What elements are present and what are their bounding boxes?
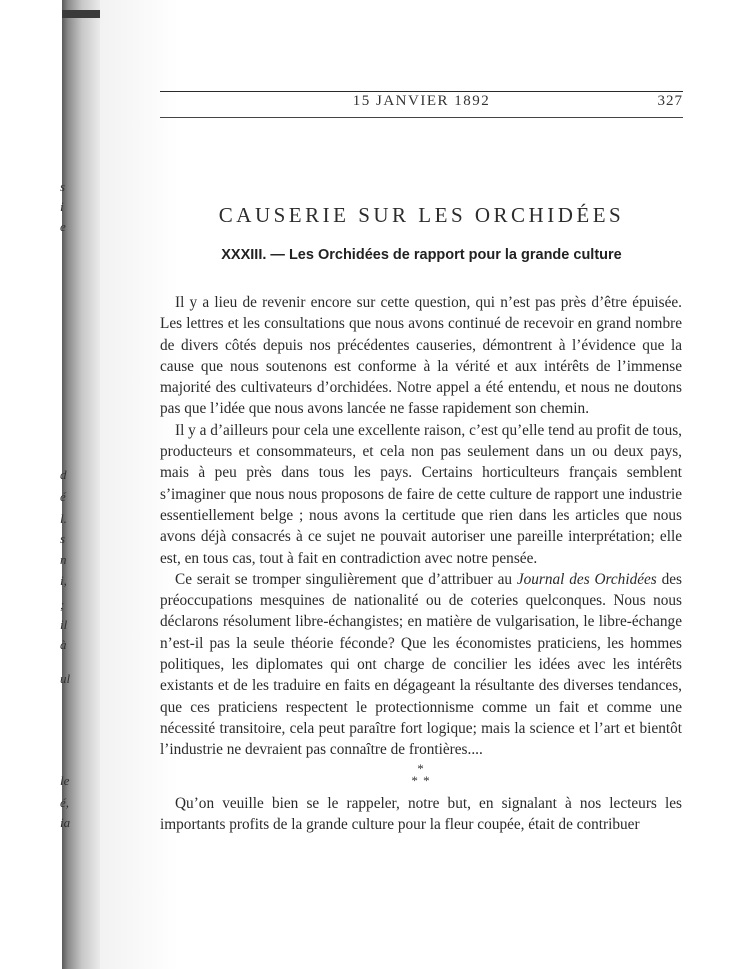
fragment: n — [60, 552, 67, 567]
fragment: à — [60, 637, 67, 652]
paragraph-text: Ce serait se tromper singulièrement que d’attribuer au — [175, 570, 517, 588]
fragment: e — [60, 219, 66, 234]
fragment: ; — [60, 597, 65, 612]
fragment: ul — [60, 671, 71, 686]
asterism-top: * — [417, 760, 425, 776]
fragment: l. — [60, 511, 67, 526]
page-number: 327 — [657, 93, 683, 109]
article-body — [160, 292, 682, 835]
fragment: le — [60, 773, 70, 788]
fragment: i — [60, 199, 64, 214]
header-rule-bottom — [160, 117, 683, 118]
fragment: é, — [60, 795, 70, 810]
fragment: ia — [60, 815, 71, 830]
article-title: CAUSERIE SUR LES ORCHIDÉES — [218, 203, 625, 227]
header-rule-top — [160, 91, 683, 92]
paragraph — [160, 569, 682, 761]
section-separator — [160, 760, 682, 788]
asterism-bottom: * * — [411, 772, 431, 788]
paragraph: Il y a d’ailleurs pour cela une excellente raison, c’est qu’elle tend au profit de tous, producteurs et consommateurs, et cela non pas seulement dans un ou deux pays, mais à peu près dans tous les pays. Certains horticulteurs français semblent s’imaginer que nous nous proposons de faire de cette culture de rapport une industrie essentiellement belge ; nous avons la certitude que rien dans les articles que nous avons déjà consacrés à ce sujet ne pouvait autoriser une pareille interprétation; elle est, en tous cas, tout à fait en contradiction avec notre pensée. — [160, 421, 682, 567]
paragraph-text: des préoccupations mesquines de nationalité ou de coteries quelconques. Nous nous déclarons résolument libre-échangistes; en matière de vulgarisation, le libre-échange n’est-il pas la seule théorie féconde? Que les économistes praticiens, les hommes politiques, les diplomates qui ont charge de concilier les idées avec les intérêts existants et de les traduire en faits en dégageant la résultante des diverses tendances, que ces praticiens respectent le protectionnisme comme un fait et comme une nécessité transitoire, cela peut paraître fort logique; mais la science et l’art et bientôt l’industrie ne devraient pas connaître de frontières.... — [160, 570, 682, 759]
fragment: s — [60, 531, 66, 546]
fragment: d — [60, 467, 67, 482]
scan-gutter — [0, 0, 66, 969]
paragraph: Il y a lieu de revenir encore sur cette question, qui n’est pas près d’être épuisée. Les lettres et les consultations que nous avons continué de recevoir en grand nombre de divers côtés depuis nos précédentes causeries, démontrent à l’évidence que la cause que nous soutenons est conforme à la vérité et aux intérêts de l’immense majorité des cultivateurs d’orchidées. Notre appel a été entendu, et nous ne doutons pas que l’idée que nous avons lancée ne fasse rapidement son chemin. — [160, 294, 682, 418]
running-head-date: 15 JANVIER 1892 — [352, 93, 491, 109]
fragment: i, — [60, 573, 67, 588]
paragraph: Qu’on veuille bien se le rappeler, notre but, en signalant à nos lecteurs les importants profits de la grande culture pour la fleur coupée, était de contribuer — [160, 794, 682, 833]
fragment: s — [60, 179, 66, 194]
article-subtitle: XXXIII. — Les Orchidées de rapport pour la grande culture — [221, 247, 622, 263]
fragment: é — [60, 489, 66, 504]
fragment: il — [60, 617, 68, 632]
journal-title: Journal des Orchidées — [516, 570, 657, 588]
